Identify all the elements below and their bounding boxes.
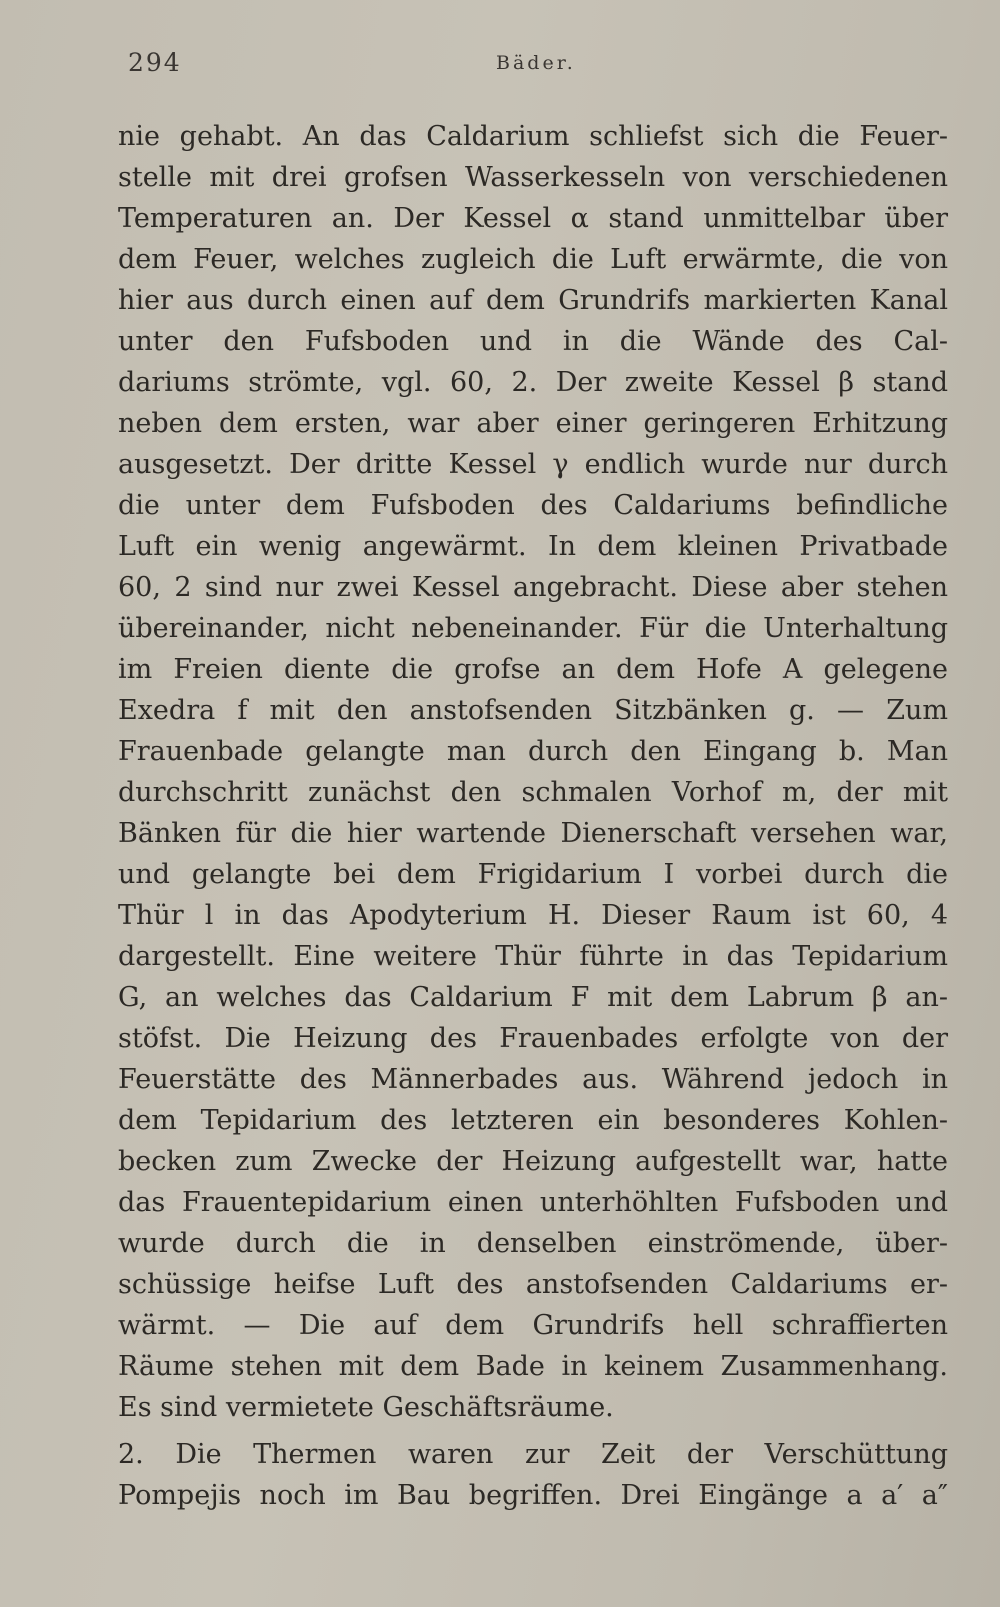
section-start-line: 2. Die Thermen waren zur Zeit der Verschüttung — [118, 1439, 948, 1470]
text-line: G, an welches das Caldarium F mit dem Labrum β an- — [118, 982, 948, 1013]
text-line: das Frauentepidarium einen unterhöhlten Fufsboden und — [118, 1187, 948, 1218]
text-line: hier aus durch einen auf dem Grundrifs markierten Kanal — [118, 285, 948, 316]
text-line: im Freien diente die grofse an dem Hofe A gelegene — [118, 654, 948, 685]
text-line: dem Tepidarium des letzteren ein besonderes Kohlen- — [118, 1105, 948, 1136]
text-line: Feuerstätte des Männerbades aus. Während jedoch in — [118, 1064, 948, 1095]
paragraph-end-line: Es sind vermietete Geschäftsräume. — [118, 1392, 614, 1423]
body-text — [118, 116, 948, 1516]
text-line: Exedra f mit den anstofsenden Sitzbänken g. — Zum — [118, 695, 948, 726]
text-line: Bänken für die hier wartende Dienerschaft versehen war, — [118, 818, 948, 849]
text-line: nie gehabt. An das Caldarium schliefst sich die Feuer- — [118, 121, 948, 152]
text-line: Luft ein wenig angewärmt. In dem kleinen Privatbade — [118, 531, 948, 562]
text-line: Räume stehen mit dem Bade in keinem Zusammenhang. — [118, 1351, 948, 1382]
text-line: 60, 2 sind nur zwei Kessel angebracht. Diese aber stehen — [118, 572, 948, 603]
text-line: wurde durch die in denselben einströmende, über- — [118, 1228, 948, 1259]
text-line: Temperaturen an. Der Kessel α stand unmittelbar über — [118, 203, 948, 234]
text-line: Frauenbade gelangte man durch den Eingang b. Man — [118, 736, 948, 767]
text-line: durchschritt zunächst den schmalen Vorhof m, der mit — [118, 777, 948, 808]
text-line: stöfst. Die Heizung des Frauenbades erfolgte von der — [118, 1023, 948, 1054]
text-line: die unter dem Fufsboden des Caldariums befindliche — [118, 490, 948, 521]
text-line: ausgesetzt. Der dritte Kessel γ endlich wurde nur durch — [118, 449, 948, 480]
text-line: dariums strömte, vgl. 60, 2. Der zweite Kessel β stand — [118, 367, 948, 398]
text-line: dargestellt. Eine weitere Thür führte in das Tepidarium — [118, 941, 948, 972]
text-line: neben dem ersten, war aber einer geringeren Erhitzung — [118, 408, 948, 439]
text-line: dem Feuer, welches zugleich die Luft erwärmte, die von — [118, 244, 948, 275]
text-line: unter den Fufsboden und in die Wände des Cal- — [118, 326, 948, 357]
text-line: übereinander, nicht nebeneinander. Für die Unterhaltung — [118, 613, 948, 644]
text-line: becken zum Zwecke der Heizung aufgestellt war, hatte — [118, 1146, 948, 1177]
text-line: Pompejis noch im Bau begriffen. Drei Eingänge a a′ a″ — [118, 1480, 948, 1511]
text-line: Thür l in das Apodyterium H. Dieser Raum ist 60, 4 — [118, 900, 948, 931]
text-line: stelle mit drei grofsen Wasserkesseln von verschiedenen — [118, 162, 948, 193]
text-line: wärmt. — Die auf dem Grundrifs hell schraffierten — [118, 1310, 948, 1341]
running-head: Bäder. — [496, 52, 576, 74]
text-line: und gelangte bei dem Frigidarium I vorbei durch die — [118, 859, 948, 890]
page-number: 294 — [128, 48, 182, 77]
text-line: schüssige heifse Luft des anstofsenden Caldariums er- — [118, 1269, 948, 1300]
